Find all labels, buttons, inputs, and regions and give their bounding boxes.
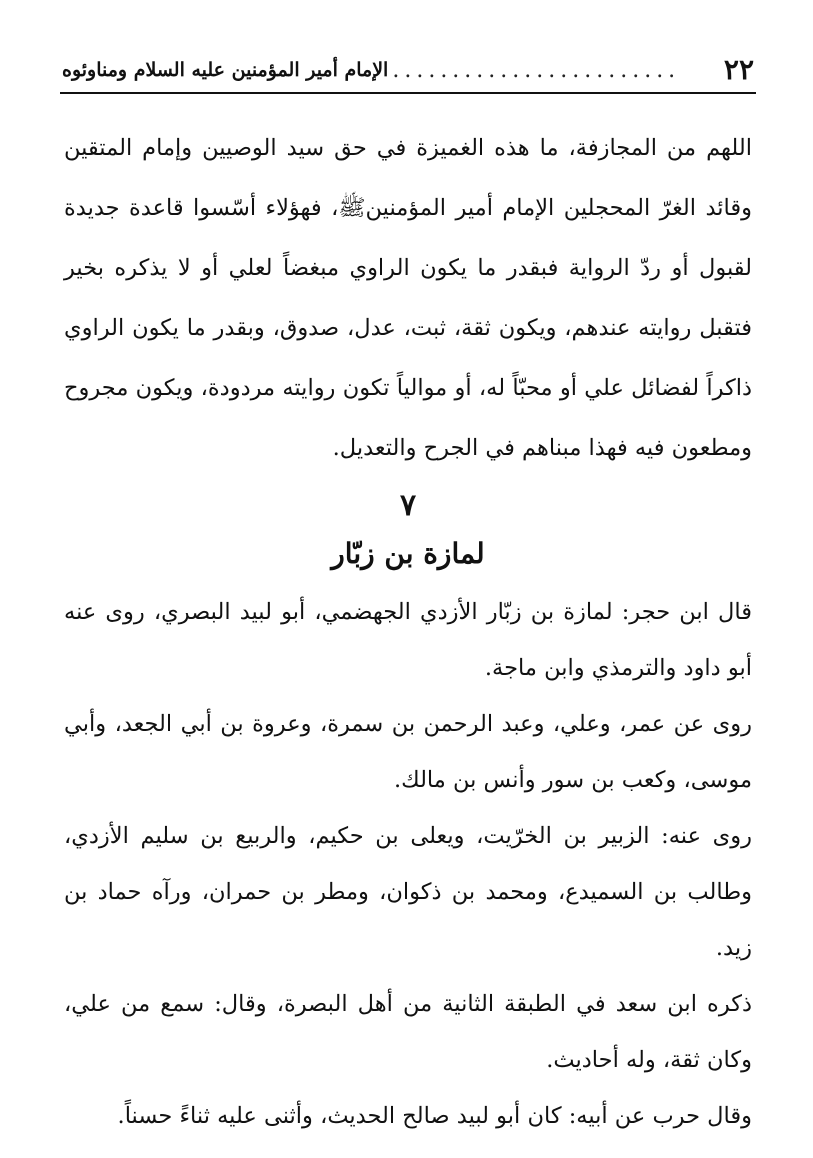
page-body <box>64 118 752 1144</box>
header-divider <box>60 92 756 94</box>
harb-paragraph: وقال حرب عن أبيه: كان أبو لبيد صالح الحديث، وأثنى عليه ثناءً حسناً. <box>117 1103 752 1129</box>
running-title: الإمام أمير المؤمنين عليه السلام ومناوئوه <box>62 59 389 81</box>
header-leader-dots: ........................ <box>392 58 681 83</box>
ibn-saad-paragraph: ذكره ابن سعد في الطبقة الثانية من أهل البصرة، وقال: سمع من علي، وكان ثقة، وله أحاديث. <box>64 991 752 1073</box>
section-title: لمازة بن زبّار <box>331 537 485 570</box>
narrated-from-paragraph: روى عن عمر، وعلي، وعبد الرحمن بن سمرة، وعروة بن أبي الجعد، وأبي موسى، وكعب بن سور وأنس بن مالك. <box>64 711 752 793</box>
section-number: ٧ <box>399 488 417 523</box>
page-number: ٢٢ <box>723 53 754 86</box>
running-header <box>62 48 754 88</box>
intro-paragraph: اللهم من المجازفة، ما هذه الغميزة في حق سيد الوصيين وإمام المتقين وقائد الغرّ المحجلين الإمام أمير المؤمنينﷺ، فهؤلاء أسّسوا قاعدة جديدة لقبول أو ردّ الرواية فبقدر ما يكون الراوي مبغضاً لعلي أو لا يذكره بخير فتقبل روايته عندهم، ويكون ثقة، ثبت، عدل، صدوق، وبقدر ما يكون الراوي ذاكراً لفضائل علي أو محبّاً له، أو موالياً تكون روايته مردودة، ويكون مجروح ومطعون فيه فهذا مبناهم في الجرح والتعديل. <box>64 135 752 461</box>
biography-paragraph: قال ابن حجر: لمازة بن زبّار الأزدي الجهضمي، أبو لبيد البصري، روى عنه أبو داود والترمذي وابن ماجة. <box>64 599 752 681</box>
narrators-paragraph: روى عنه: الزبير بن الخرّيت، ويعلى بن حكيم، والربيع بن سليم الأزدي، وطالب بن السميدع، ومحمد بن ذكوان، ومطر بن حمران، ورآه حماد بن زيد. <box>64 823 752 961</box>
